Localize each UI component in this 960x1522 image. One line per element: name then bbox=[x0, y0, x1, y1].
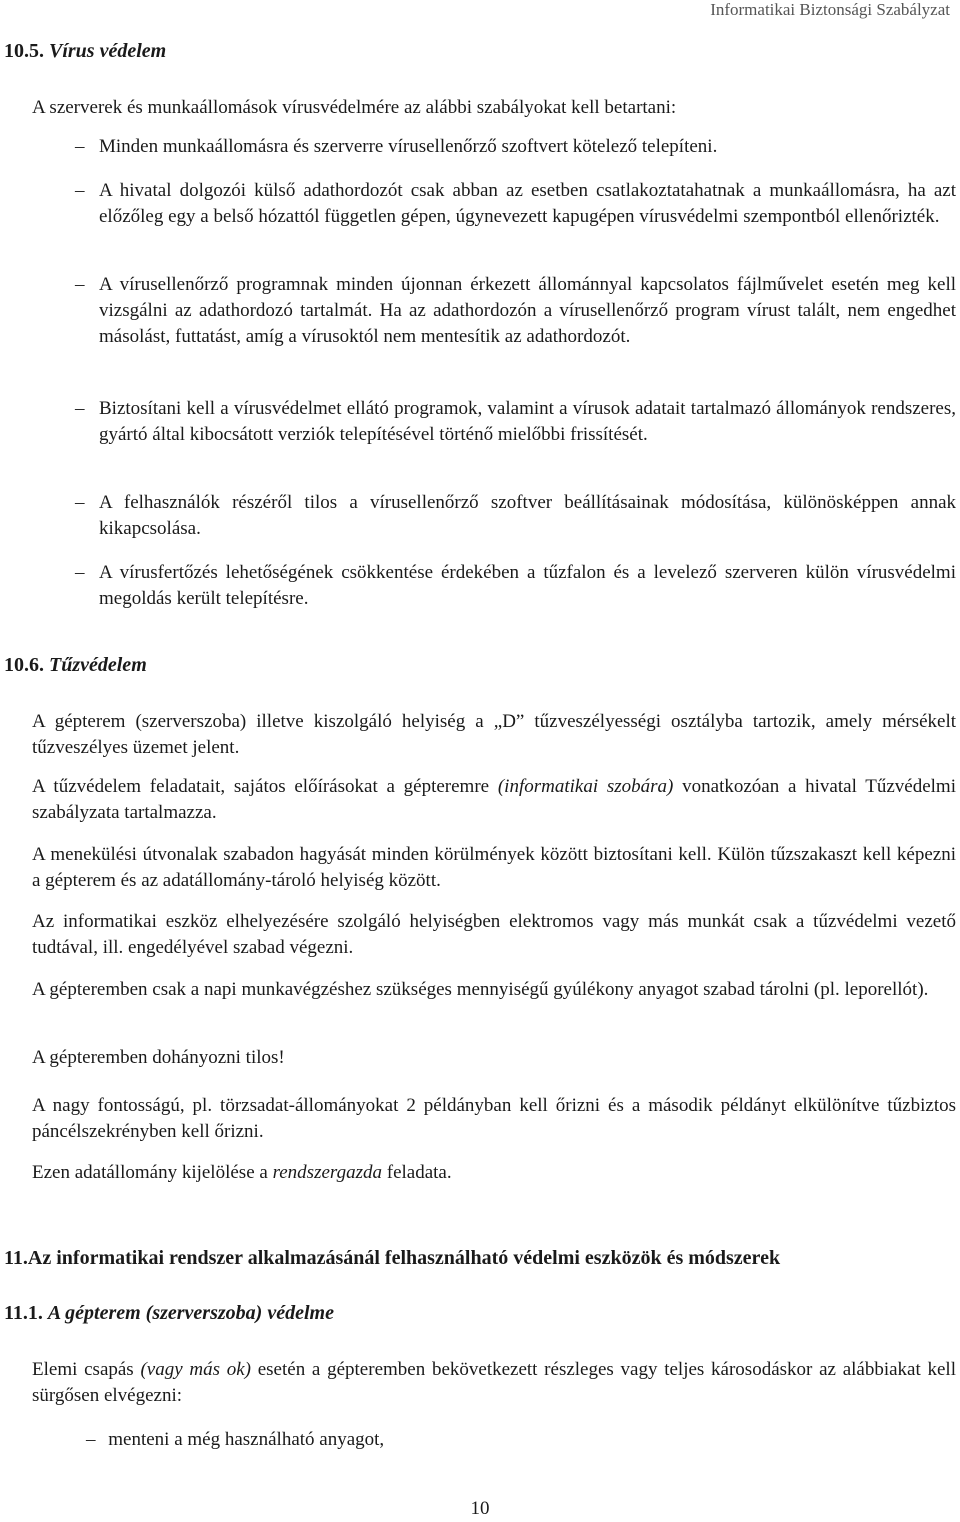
dash-bullet-icon: – bbox=[86, 1429, 96, 1450]
paragraph: A gépteremben csak a napi munkavégzéshez szükséges mennyiségű gyúlékony anyagot szabad tárolni (pl. leporellót). bbox=[32, 979, 929, 1000]
list-item-text: Biztosítani kell a vírusvédelmet ellátó programok, valamint a vírusok adatait tartalmazó állományok rendszeres, gyártó által kibocsátott verziók telepítésével történő mielőbbi frissítését. bbox=[99, 398, 956, 445]
list-item-text: A vírusfertőzés lehetőségének csökkentése érdekében a tűzfalon és a levelező szerveren külön vírusvédelmi megoldás került telepítésre. bbox=[99, 562, 956, 609]
paragraph: A nagy fontosságú, pl. törzsadat-állományokat 2 példányban kell őrizni és a második példányt elkülönítve tűzbiztos páncélszekrényben kell őrizni. bbox=[32, 1095, 956, 1142]
section-intro: A szerverek és munkaállomások vírusvédelmére az alábbi szabályokat kell betartani: bbox=[32, 97, 677, 118]
section-number: 11. bbox=[4, 1247, 28, 1269]
section-title: A gépterem (szerverszoba) védelme bbox=[47, 1302, 334, 1324]
list-item-text: Minden munkaállomásra és szerverre vírusellenőrző szoftvert kötelező telepíteni. bbox=[99, 136, 718, 157]
section-number: 11.1. bbox=[4, 1302, 43, 1324]
list-item bbox=[75, 560, 956, 612]
list-item-text: A hivatal dolgozói külső adathordozót csak abban az esetben csatlakoztatahatnak a munkaállomásra, ha azt előzőleg egy a belső hózattól független gépen, úgynevezett kapugépen vírusvédelmi szempontból ellenőrizték. bbox=[99, 180, 956, 227]
list-item bbox=[75, 396, 956, 448]
section-heading-11 bbox=[4, 1245, 956, 1271]
section-heading-10-6 bbox=[4, 652, 147, 678]
paragraph: A gépteremben dohányozni tilos! bbox=[32, 1047, 285, 1068]
list-item-text: menteni a még használható anyagot, bbox=[108, 1429, 385, 1450]
section-number: 10.5. bbox=[4, 40, 44, 62]
list-item-text: A felhasználók részéről tilos a vírusellenőrző szoftver beállításainak módosítása, különösképpen annak kikapcsolása. bbox=[99, 492, 956, 539]
paragraph: A gépterem (szerverszoba) illetve kiszolgáló helyiség a „D” tűzveszélyességi osztályba tartozik, amely mérsékelt tűzveszélyes üzemet jelent. bbox=[32, 711, 956, 758]
list-item bbox=[75, 272, 956, 350]
dash-bullet-icon: – bbox=[75, 180, 85, 201]
paragraph: A tűzvédelem feladatait, sajátos előírásokat a gépteremre (informatikai szobára) vonatkozóan a hivatal Tűzvédelmi szabályzata tartalmazza. bbox=[32, 776, 956, 823]
list-item-text: A vírusellenőrző programnak minden újonnan érkezett állománnyal kapcsolatos fájlművelet esetén meg kell vizsgálni az adathordozó tartalmát. Ha az adathordozón a vírusellenőrző program vírust talált, nem engedhet másolást, futtatást, amíg a vírusoktól nem mentesítik az adathordozót. bbox=[99, 274, 956, 347]
dash-bullet-icon: – bbox=[75, 136, 85, 157]
list-item bbox=[75, 490, 956, 542]
paragraph: Elemi csapás (vagy más ok) esetén a gépteremben bekövetkezett részleges vagy teljes károsodáskor az alábbiakat kell sürgősen elvégezni: bbox=[32, 1359, 956, 1406]
section-title: Vírus védelem bbox=[49, 40, 167, 62]
paragraph: Az informatikai eszköz elhelyezésére szolgáló helyiségben elektromos vagy más munkát csak a tűzvédelmi vezető tudtával, ill. engedélyével szabad végezni. bbox=[32, 911, 956, 958]
paragraph: A menekülési útvonalak szabadon hagyását minden körülmények között biztosítani kell. Külön tűzszakaszt kell képezni a gépterem és az adatállomány-tároló helyiség között. bbox=[32, 844, 956, 891]
list-item bbox=[86, 1427, 956, 1453]
section-heading-10-5 bbox=[4, 38, 166, 64]
dash-bullet-icon: – bbox=[75, 492, 85, 513]
section-heading-11-1 bbox=[4, 1300, 334, 1326]
list-item bbox=[75, 134, 956, 160]
running-header: Informatikai Biztonsági Szabályzat bbox=[710, 0, 950, 19]
page-number: 10 bbox=[470, 1498, 490, 1519]
section-title: Tűzvédelem bbox=[49, 654, 147, 676]
list-item bbox=[75, 178, 956, 230]
section-title: Az informatikai rendszer alkalmazásánál felhasználható védelmi eszközök és módszerek bbox=[27, 1247, 781, 1269]
dash-bullet-icon: – bbox=[75, 398, 85, 419]
paragraph: Ezen adatállomány kijelölése a rendszergazda feladata. bbox=[32, 1162, 452, 1183]
section-number: 10.6. bbox=[4, 654, 44, 676]
dash-bullet-icon: – bbox=[75, 274, 85, 295]
dash-bullet-icon: – bbox=[75, 562, 85, 583]
